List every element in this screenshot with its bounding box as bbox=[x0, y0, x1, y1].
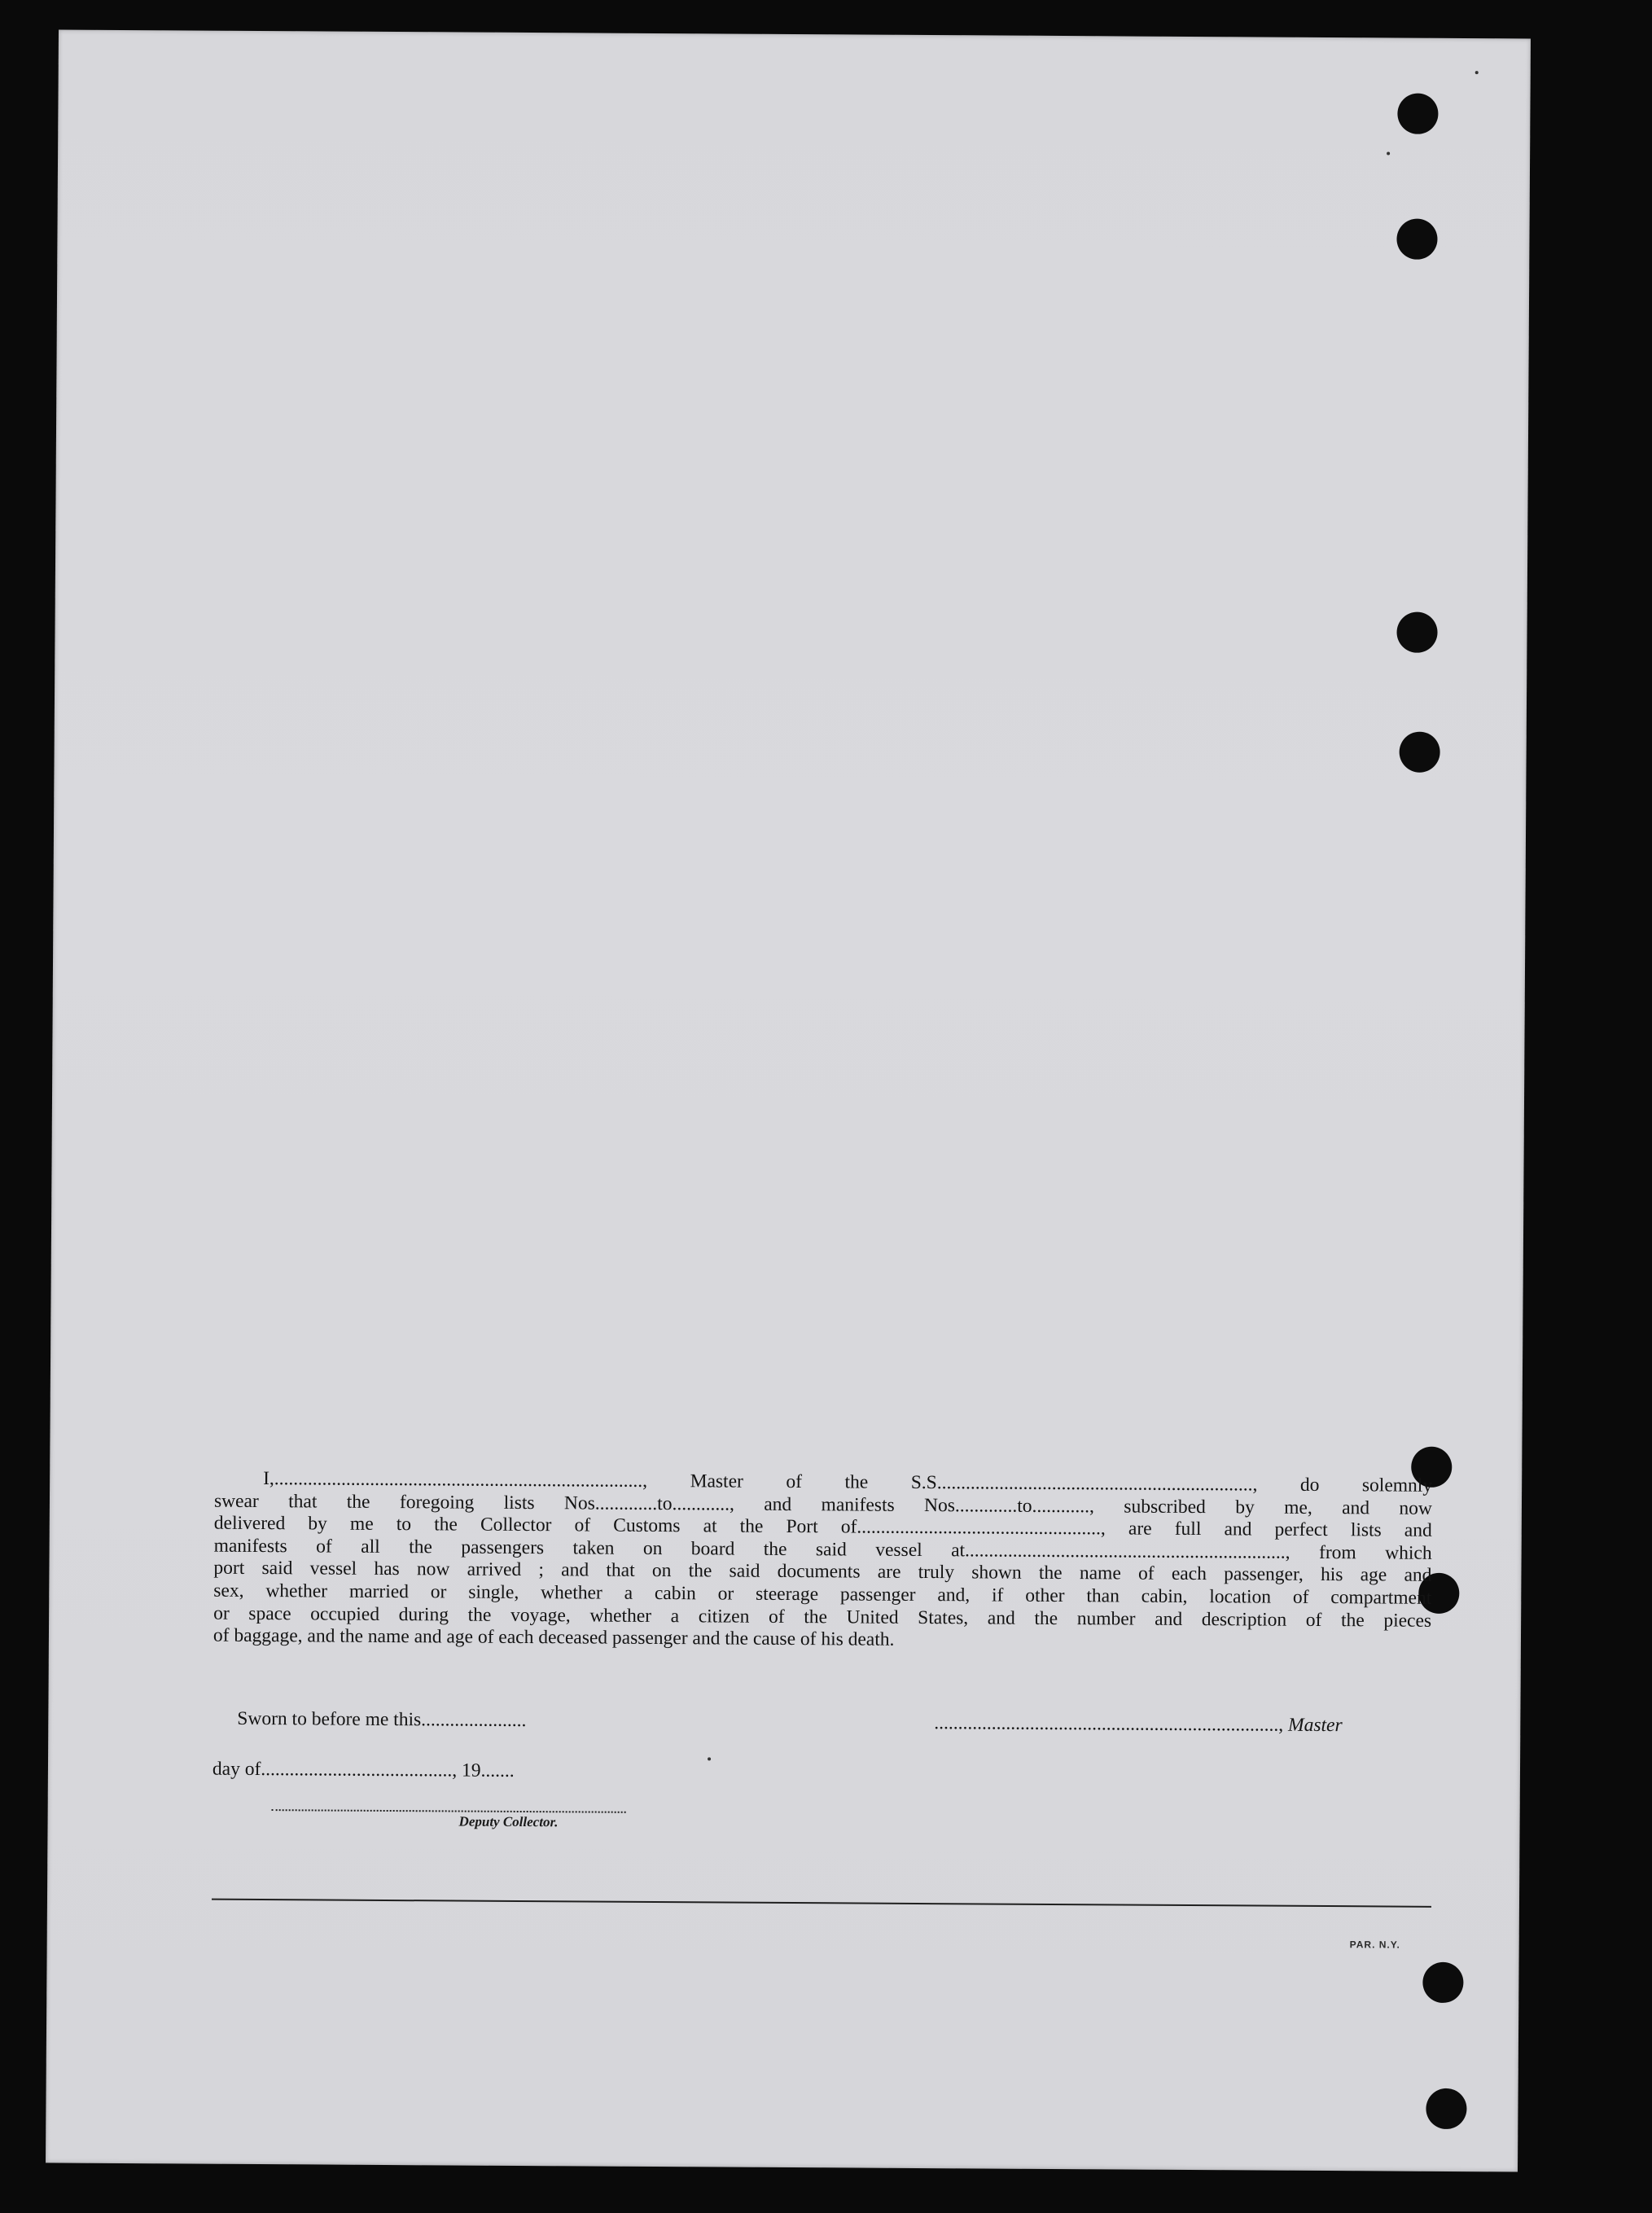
oath-line: manifests of all the passengers taken on board the said vessel at..................................................................., from which bbox=[213, 1535, 1432, 1564]
oath-line: or space occupied during the voyage, whether a citizen of the United States, and the number and description of the pieces bbox=[213, 1602, 1432, 1632]
oath-line: port said vessel has now arrived ; and that on the said documents are truly shown the name of each passenger, his age and bbox=[213, 1558, 1432, 1587]
speck bbox=[708, 1757, 711, 1760]
punch-hole-8 bbox=[1426, 2088, 1466, 2129]
punch-hole-1 bbox=[1397, 94, 1438, 134]
oath-line: I,............................................................................., Master of the S.S.................................................................., do solemnly bbox=[263, 1468, 1433, 1497]
oath-line: delivered by me to the Collector of Customs at the Port of..................................................., are full and perfect lists and bbox=[213, 1512, 1432, 1542]
oath-paragraph bbox=[213, 1468, 1432, 1655]
master-dots: ........................................................................, bbox=[934, 1712, 1284, 1736]
punch-hole-2 bbox=[1396, 219, 1437, 260]
punch-hole-7 bbox=[1422, 1962, 1463, 2003]
oath-line: sex, whether married or single, whether a cabin or steerage passenger and, if other than cabin, location of compartment bbox=[213, 1580, 1432, 1609]
oath-line: of baggage, and the name and age of each deceased passenger and the cause of his death. bbox=[213, 1624, 895, 1650]
manifest-sheet bbox=[46, 29, 1531, 2171]
bottom-rule bbox=[212, 1899, 1431, 1908]
punch-hole-3 bbox=[1396, 612, 1437, 653]
speck bbox=[1475, 71, 1479, 74]
deputy-collector-caption: Deputy Collector. bbox=[458, 1813, 559, 1830]
deputy-signature-line bbox=[272, 1809, 626, 1813]
punch-hole-4 bbox=[1399, 732, 1439, 773]
master-label: Master bbox=[1287, 1714, 1343, 1737]
sworn-line: Sworn to before me this...................... bbox=[237, 1707, 527, 1732]
oath-line: swear that the foregoing lists Nos.............to............, and manifests Nos.............to............, subscribed by me, and now bbox=[213, 1490, 1433, 1519]
master-signature-line bbox=[934, 1712, 1342, 1737]
day-line: day of........................................, 19....... bbox=[212, 1758, 515, 1781]
printer-mark: PAR. N.Y. bbox=[1349, 1939, 1400, 1951]
speck bbox=[1387, 151, 1390, 155]
